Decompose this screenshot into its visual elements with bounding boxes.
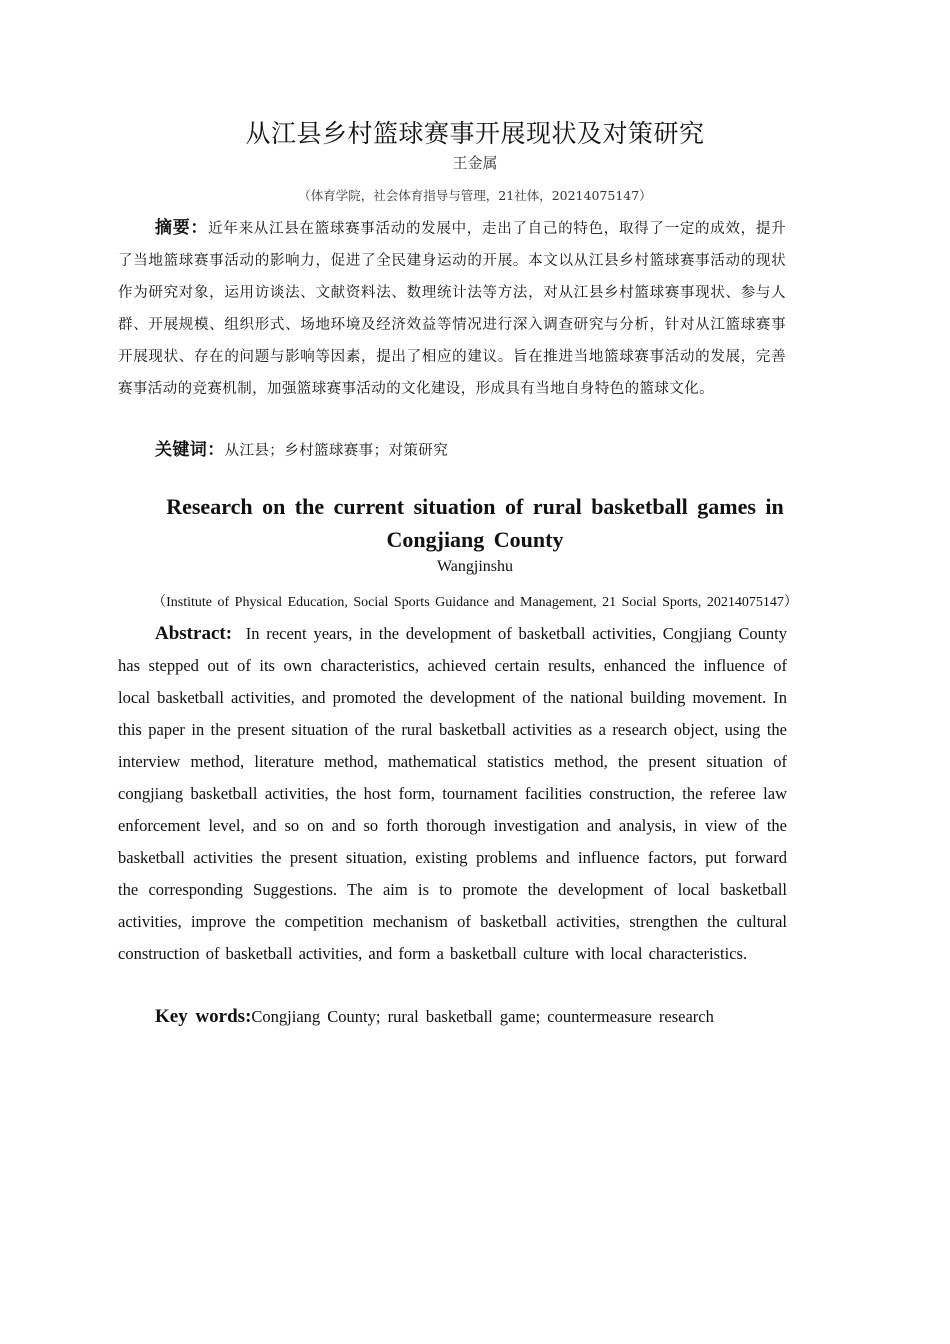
english-title: Research on the current situation of rural basketball games in Congjiang County <box>166 494 784 552</box>
english-abstract-text: In recent years, in the development of basketball activities, Congjiang County has stepped out of its own characteristics, achieved certain results, enhanced the influence of local basketball activities, and promoted the development of the national building movement. In this paper in the present situation of the rural basketball activities as a research object, using the interview method, literature method, mathematical statistics method, the present situation of congjiang basketball activities, the host form, tournament facilities construction, the referee law enforcement level, and so on and so forth thorough investigation and analysis, in view of the basketball activities the present situation, existing problems and influence factors, put forward the corresponding Suggestions. The aim is to promote the development of local basketball activities, improve the competition mechanism of basketball activities, strengthen the cultural construction of basketball activities, and form a basketball culture with local characteristics. <box>118 624 787 963</box>
chinese-author: 王金属 <box>452 154 498 172</box>
english-keywords-text: Congjiang County; rural basketball game; countermeasure research <box>251 1007 714 1026</box>
english-keywords-label: Key words: <box>155 1006 252 1027</box>
chinese-abstract-label: 摘要： <box>155 218 209 238</box>
chinese-keywords <box>155 436 795 465</box>
english-abstract <box>118 618 787 970</box>
english-abstract-label: Abstract: <box>155 623 233 644</box>
chinese-keywords-label: 关键词： <box>155 440 225 460</box>
english-keywords <box>155 1003 795 1031</box>
english-author: Wangjinshu <box>436 558 514 575</box>
english-affiliation: （Institute of Physical Education, Social Sports Guidance and Management, 21 Social Sports, 20214075147） <box>152 595 798 610</box>
chinese-keywords-text: 从江县；乡村篮球赛事；对策研究 <box>224 443 449 459</box>
chinese-affiliation: （体育学院，社会体育指导与管理，21社体，20214075147） <box>298 188 652 203</box>
chinese-abstract <box>118 212 786 405</box>
chinese-title: 从江县乡村篮球赛事开展现状及对策研究 <box>245 119 705 148</box>
chinese-abstract-text: 近年来从江县在篮球赛事活动的发展中，走出了自己的特色，取得了一定的成效，提升了当地篮球赛事活动的影响力，促进了全民建身运动的开展。本文以从江县乡村篮球赛事活动的现状作为研究对象，运用访谈法、文献资料法、数理统计法等方法，对从江县乡村篮球赛事现状、参与人群、开展规模、组织形式、场地环境及经济效益等情况进行深入调查研究与分析，针对从江篮球赛事开展现状、存在的问题与影响等因素，提出了相应的建议。旨在推进当地篮球赛事活动的发展，完善赛事活动的竞赛机制，加强篮球赛事活动的文化建设，形成具有当地自身特色的篮球文化。 <box>118 221 787 397</box>
